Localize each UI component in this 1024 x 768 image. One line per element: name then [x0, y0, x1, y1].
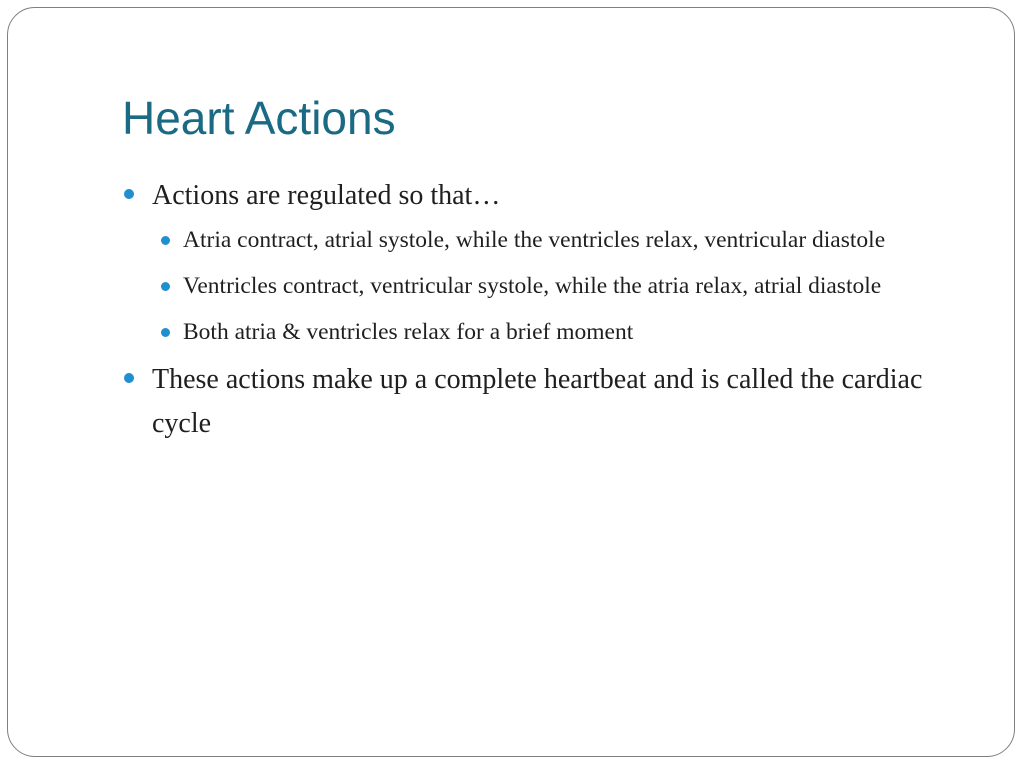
bullet-item [122, 358, 972, 446]
bullet-item [122, 174, 972, 218]
sub-bullet-text: Ventricles contract, ventricular systole, while the atria relax, atrial diastole [183, 273, 882, 299]
bullet-dot-icon [161, 328, 170, 337]
bullet-dot-icon [161, 236, 170, 245]
sub-bullet-item [152, 220, 972, 260]
bullet-dot-icon [124, 189, 134, 199]
sub-bullet-item [152, 266, 972, 306]
bullet-text: Actions are regulated so that… [152, 180, 501, 211]
bullet-text: These actions make up a complete heartbeat and is called the cardiac cycle [152, 364, 923, 439]
sub-bullet-text: Both atria & ventricles relax for a brief moment [183, 319, 634, 345]
slide-title: Heart Actions [122, 92, 396, 144]
bullet-dot-icon [161, 282, 170, 291]
sub-bullet-item [152, 312, 972, 352]
bullet-dot-icon [124, 373, 134, 383]
slide [7, 7, 1015, 757]
bullet-list [122, 174, 972, 446]
sub-bullet-list [122, 220, 972, 352]
sub-bullet-text: Atria contract, atrial systole, while the ventricles relax, ventricular diastole [183, 227, 886, 253]
